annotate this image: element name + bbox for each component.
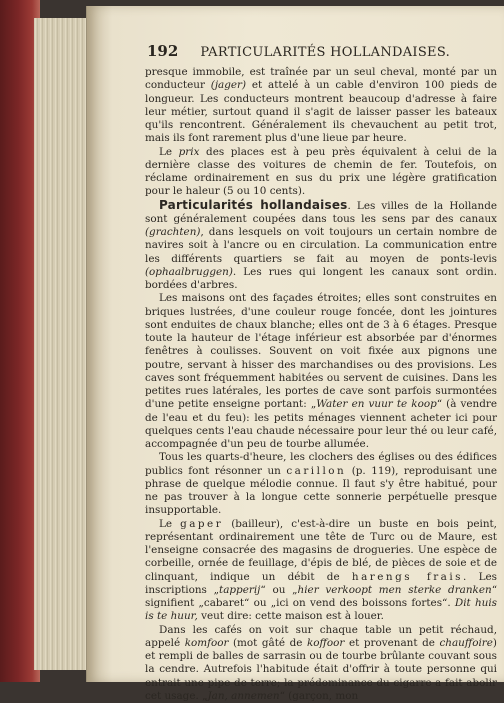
text-run: Le — [159, 518, 180, 530]
text-run: . Les inscriptions „ — [145, 571, 497, 596]
section-paragraph — [145, 199, 497, 293]
text-run: “ (garçon, mon — [280, 690, 359, 702]
paragraph — [145, 66, 497, 146]
paragraph — [145, 292, 497, 451]
text-run: . Les villes de la Hollande sont généralement coupées dans tous les sens par des canaux — [145, 200, 497, 225]
spaced-term: gaper — [180, 518, 223, 530]
text-run: , dans lesquels on voit toujours un certain nombre de navires soit à l'ancre ou en circulation. La communication entre les différents quartiers se fait au moyen de ponts-levis — [145, 226, 497, 265]
text-run: des places est à peu près équivalent à celui de la dernière classe des voitures de chemin de fer. Toutefois, on réclame ordinairement en sus du prix une légère gratification pour le haleur (5 ou 10 cents). — [145, 146, 497, 198]
italic-term: Water en vuur te koop — [316, 398, 437, 410]
text-run: “ (à vendre de l'eau et du feu): les petits ménages viennent acheter ici pour quelques cents l'eau chaude nécessaire pour leur thé ou leur café, accompagnée d'un peu de tourbe allumée. — [145, 398, 497, 450]
text-run: veut dire: cette maison est à louer. — [198, 610, 384, 622]
running-title: PARTICULARITÉS HOLLANDAISES. — [200, 45, 450, 60]
italic-term: (ophaalbruggen) — [145, 266, 233, 278]
text-run: (p. 119), reproduisant une phrase de quelque mélodie connue. Il faut s'y être habitué, pour ne pas trouver à la longue cette sonnerie perpétuelle presque insupportable. — [145, 465, 497, 517]
spaced-term: carillon — [286, 465, 346, 477]
text-run: “ signifient „cabaret“ ou „ici on vend des boissons fortes“. — [145, 584, 497, 609]
text-run: (mot gâté de — [228, 637, 307, 649]
text-run: Tous les quarts-d'heure, les clochers des églises ou des édifices publics font résonner un — [145, 451, 497, 476]
italic-term: (grachten) — [145, 226, 200, 238]
section-heading: Particularités hollandaises — [159, 198, 348, 212]
italic-term: prix — [179, 146, 200, 158]
text-run: presque immobile, est traînée par un seul cheval, monté par un conducteur — [145, 66, 497, 91]
italic-term: komfoor — [185, 637, 229, 649]
paragraph — [145, 146, 497, 199]
text-run: et attelé à un cable d'environ 100 pieds de longueur. Les conducteurs montrent beaucoup d'adresse à faire leur métier, surtout quand il s'agit de laisser passer les bateaux qu'ils rencontrent. Généralement ils chevauchent au petit trot, mais ils font rarement plus d'une lieue par heure. — [145, 79, 497, 144]
text-run: “ ou „ — [260, 584, 297, 596]
italic-term: tapperij — [219, 584, 260, 596]
body-text — [145, 66, 497, 703]
page-number: 192 — [147, 42, 178, 60]
book-page — [86, 6, 504, 682]
text-run: . Les rues qui longent les canaux sont ordin. bordées d'arbres. — [145, 266, 497, 291]
paragraph — [145, 624, 497, 703]
text-run: ) et rempli de balles de sarrasin ou de tourbe brûlante couvant sous la cendre. Autrefois l'habitude était d'offrir à toute personne qui entrait une pipe de terre; la prédominance du cigarre a fait abolir cet usage. „ — [145, 637, 497, 702]
italic-term: (jager) — [211, 79, 246, 91]
paragraph — [145, 518, 497, 624]
spaced-term: harengs frais — [352, 571, 463, 583]
italic-term: koffoor — [307, 637, 344, 649]
italic-term: hier verkoopt men sterke dranken — [298, 584, 492, 596]
text-run: Le — [159, 146, 179, 158]
italic-term: Dit huis is te huur, — [145, 597, 497, 622]
italic-term: Jan, annemen — [207, 690, 279, 702]
text-run: Les maisons ont des façades étroites; elles sont construites en briques lustrées, d'une couleur rouge foncée, dont les jointures sont enduites de chaux blanche; elles ont de 3 à 6 étages. Presque toute la hauteur de l'étage inférieur est absorbée par d'énormes fenêtres à coulisses. Souvent on voit fixée aux pignons une poutre, servant à hisser des marchandises ou des provisions. Les caves sont fréquemment habitées ou servent de cuisines. Dans les petites rues latérales, les portes de cave sont parfois surmontées d'une petite enseigne portant: „ — [145, 292, 497, 410]
text-run: et provenant de — [344, 637, 439, 649]
text-run: Dans les cafés on voit sur chaque table un petit réchaud, appelé — [145, 624, 497, 649]
italic-term: chauffoire — [439, 637, 492, 649]
paragraph — [145, 451, 497, 517]
page-header — [147, 42, 497, 60]
text-run: (bailleur), c'est-à-dire un buste en bois peint, représentant ordinairement une tête de Turc ou de Maure, est l'enseigne consacrée des magasins de drogueries. Une espèce de corbeille, ornée de feuillage, d'épis de blé, de pièces de soie et de clinquant, indique un débit de — [145, 518, 497, 583]
